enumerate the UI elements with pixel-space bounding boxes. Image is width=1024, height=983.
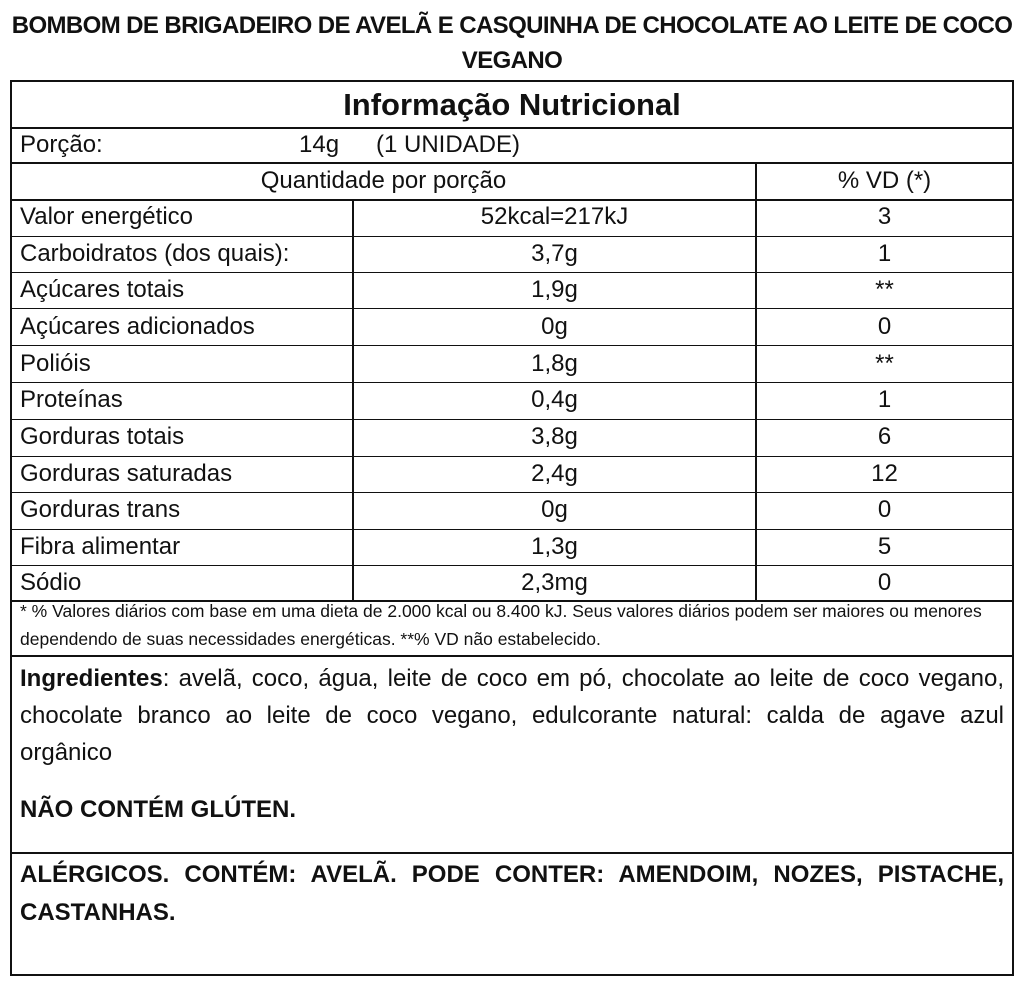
nutrient-name: Açúcares totais: [20, 276, 185, 303]
nutrient-dv: **: [875, 350, 894, 377]
nutrient-dv: 3: [877, 203, 892, 230]
nutrient-name: Carboidratos (dos quais):: [20, 240, 290, 267]
nutrient-name: Fibra alimentar: [20, 533, 181, 560]
footnote: * % Valores diários com base em uma dieta de 2.000 kcal ou 8.400 kJ. Seus valores diários podem ser maiores ou menores dependendo de suas necessidades energéticas. **% VD não estabelecido.: [20, 601, 982, 649]
ingredients: [20, 660, 1004, 771]
divider: [12, 852, 1012, 854]
nutrient-amount: 3,8g: [531, 423, 578, 450]
nutrient-dv: 6: [877, 423, 892, 450]
nutrient-dv: 0: [877, 496, 892, 523]
ingredients-label: Ingredientes: [20, 665, 163, 692]
nutrient-amount: 0g: [541, 313, 568, 340]
nutrient-amount: 52kcal=217kJ: [480, 203, 629, 230]
portion-unit: (1 UNIDADE): [376, 131, 521, 158]
portion-amount: 14g: [299, 131, 340, 158]
product-title: BOMBOM DE BRIGADEIRO DE AVELÃ E CASQUINHA DE CHOCOLATE AO LEITE DE COCO VEGANO: [11, 12, 1013, 74]
nutrient-amount: 3,7g: [531, 240, 578, 267]
nutrient-name: Polióis: [20, 350, 91, 377]
divider: [12, 655, 1012, 657]
nutrient-amount: 0g: [541, 496, 568, 523]
nutrient-amount: 2,4g: [531, 460, 578, 487]
column-header-dv: % VD (*): [837, 167, 932, 194]
nutrient-amount: 1,8g: [531, 350, 578, 377]
ingredients-text: : avelã, coco, água, leite de coco em pó, chocolate ao leite de coco vegano, chocolate branco ao leite de coco vegano, edulcorante natural: calda de agave azul orgânico: [20, 665, 1004, 766]
nutrient-dv: 0: [877, 313, 892, 340]
nutrient-dv: 12: [871, 460, 898, 487]
gluten-notice: NÃO CONTÉM GLÚTEN.: [20, 796, 296, 823]
nutrient-dv: 5: [877, 533, 892, 560]
nutrient-name: Proteínas: [20, 386, 123, 413]
nutrition-label: [10, 80, 1014, 976]
nutrient-amount: 1,3g: [531, 533, 578, 560]
nutrient-dv: 1: [877, 386, 892, 413]
divider: [12, 345, 1012, 346]
nutrient-name: Gorduras trans: [20, 496, 181, 523]
portion-label: Porção:: [20, 131, 103, 158]
nutrient-amount: 0,4g: [531, 386, 578, 413]
nutrient-amount: 2,3mg: [521, 569, 588, 596]
allergen-notice: ALÉRGICOS. CONTÉM: AVELÃ. PODE CONTER: AMENDOIM, NOZES, PISTACHE, CASTANHAS.: [20, 861, 1004, 926]
nutrient-name: Sódio: [20, 569, 82, 596]
nutrient-dv: 0: [877, 569, 892, 596]
nutrient-name: Açúcares adicionados: [20, 313, 255, 340]
nutrient-name: Valor energético: [20, 203, 193, 230]
divider: [12, 308, 1012, 309]
nutrient-amount: 1,9g: [531, 276, 578, 303]
nutrient-name: Gorduras totais: [20, 423, 185, 450]
nutrient-name: Gorduras saturadas: [20, 460, 233, 487]
nutrient-dv: 1: [877, 240, 892, 267]
nutrient-dv: **: [875, 276, 894, 303]
column-header-quantity: Quantidade por porção: [260, 167, 507, 194]
table-title: Informação Nutricional: [343, 87, 681, 122]
